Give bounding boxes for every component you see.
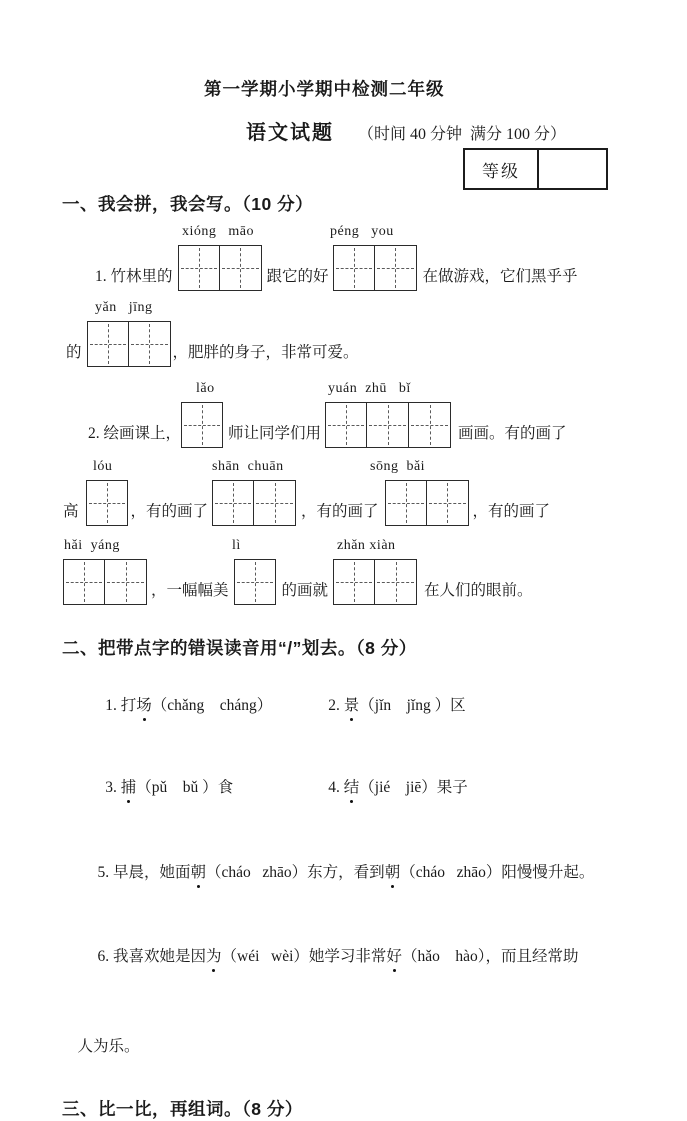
q2-line-2 [0,480,687,526]
section2-row-2 [82,755,687,821]
pinyin-yanjing: yǎn jīng [95,300,153,315]
tzg-cell[interactable] [375,559,417,605]
grade-box [463,148,608,190]
tzg-cell[interactable] [409,402,451,448]
tzg-cell[interactable] [427,480,469,526]
q1-line-2 [0,321,687,367]
q2-text-2: 师让同学们用 [228,425,322,442]
q1-text-1: 1. 竹林里的 [95,268,173,285]
tzg-cell[interactable] [63,559,105,605]
writing-boxes-yanjing[interactable] [87,321,171,367]
pinyin-shanchuan: shān chuān [212,459,284,474]
q1-line-1 [0,245,687,291]
tzg-cell[interactable] [375,245,417,291]
tzg-cell[interactable] [333,245,375,291]
page-title: 第一学期小学期中检测二年级 [204,79,445,99]
pronunciation-options: （pǔ bǔ ）食 [136,779,234,796]
q2-text-3: 画画。有的画了 [458,425,567,442]
tzg-cell[interactable] [254,480,296,526]
dotted-char: 好 [386,946,402,968]
pinyin-pengyou: péng you [330,224,394,239]
tzg-cell[interactable] [181,402,223,448]
section3-heading: 三、比一比，再组词。（8 分） [62,1099,303,1119]
q2-item-2 [305,673,687,739]
section2-heading: 二、把带点字的错误读音用“/”划去。（8 分） [62,638,417,658]
q2-text-5: ，有的画了 [130,503,209,520]
writing-boxes-yuanzhubi[interactable] [325,402,451,448]
q2-text-8: ，一幅幅美 [151,582,229,599]
item-text: 1. 打 [105,697,137,714]
pinyin-row-1 [0,224,687,242]
pronunciation-options: （jǐn jǐng ）区 [359,697,466,714]
section1-heading: 一、我会拼，我会写。（10 分） [62,194,314,214]
q2-line-3 [0,559,687,605]
dotted-char: 场 [136,695,152,717]
q2-text-10: 在人们的眼前。 [424,582,533,599]
tzg-cell[interactable] [220,245,262,291]
pinyin-row-3 [0,381,687,399]
dotted-char: 捕 [121,777,137,799]
tzg-cell[interactable] [87,321,129,367]
dotted-char: 朝 [191,862,207,884]
q2-item-3 [82,755,305,821]
writing-boxes-pengyou[interactable] [333,245,417,291]
q1-text-2: 跟它的好 [266,268,329,285]
tzg-cell[interactable] [86,480,128,526]
q1-text-5: ，肥胖的身子，非常可爱。 [172,344,359,361]
q2-text-4: 高 [63,503,79,520]
dotted-char: 朝 [385,862,401,884]
writing-boxes-shanchuan[interactable] [212,480,296,526]
dotted-char: 为 [206,946,222,968]
writing-box-lao[interactable] [181,402,223,448]
pronunciation-options: （cháo zhāo）东方，看到 [206,864,385,881]
writing-box-lou[interactable] [86,480,128,526]
q2-item-1 [82,673,305,739]
q2-item-6-continuation [62,1014,687,1080]
writing-box-li[interactable] [234,559,276,605]
pinyin-xiongmao: xióng māo [182,224,254,239]
q2-item-4 [305,755,687,821]
writing-boxes-songbai[interactable] [385,480,469,526]
tzg-cell[interactable] [325,402,367,448]
pronunciation-options: （wéi wèi）她学习非常 [221,948,387,965]
dotted-char: 结 [344,777,360,799]
pronunciation-options: （hǎo hào），而且经常助 [401,948,579,965]
q1-text-4: 的 [66,344,82,361]
pinyin-row-2 [0,300,687,318]
tzg-cell[interactable] [367,402,409,448]
q2-line-1 [0,402,687,448]
q1-text-3: 在做游戏，它们黑乎乎 [422,268,578,285]
item-text: 5. 早晨，她面 [97,864,191,881]
tzg-cell[interactable] [129,321,171,367]
pinyin-yuanzhubi: yuán zhū bǐ [328,381,411,396]
pinyin-row-5 [0,538,687,556]
tzg-cell[interactable] [333,559,375,605]
q2-text-1: 2. 绘画课上， [88,425,182,442]
item-text: 人为乐。 [77,1038,140,1055]
q2-item-6 [82,924,687,990]
item-text: 3. [105,779,121,796]
writing-boxes-zhanxian[interactable] [333,559,417,605]
pronunciation-options: （jié jiē）果子 [359,779,468,796]
tzg-cell[interactable] [178,245,220,291]
subtitle-row [246,116,687,145]
pinyin-row-4 [0,459,687,477]
pinyin-songbai: sōng bǎi [370,459,426,474]
pronunciation-options: （cháo zhāo）阳慢慢升起。 [400,864,595,881]
section2-row-1 [82,673,687,739]
tzg-cell[interactable] [105,559,147,605]
writing-boxes-xiongmao[interactable] [178,245,262,291]
q2-text-7: ，有的画了 [472,503,551,520]
grade-value-cell[interactable] [539,150,606,188]
item-text: 6. 我喜欢她是因 [97,948,207,965]
pinyin-li: lì [232,538,241,553]
subject-title: 语文试题 [246,122,334,144]
q2-text-9: 的画就 [281,582,329,599]
tzg-cell[interactable] [385,480,427,526]
q2-item-5 [82,840,687,906]
pronunciation-options: （chǎng cháng） [151,697,273,714]
tzg-cell[interactable] [212,480,254,526]
tzg-cell[interactable] [234,559,276,605]
grade-label: 等级 [465,150,539,188]
pinyin-haiyang: hǎi yáng [64,538,120,553]
exam-info: （时间 40 分钟 满分 100 分） [358,126,567,143]
pinyin-zhanxian: zhǎn xiàn [337,538,396,553]
item-text: 2. [328,697,344,714]
q2-text-6: ，有的画了 [301,503,379,520]
writing-boxes-haiyang[interactable] [63,559,147,605]
dotted-char: 景 [344,695,360,717]
pinyin-lou: lóu [93,459,113,474]
item-text: 4. [328,779,344,796]
pinyin-lao: lǎo [196,381,215,396]
